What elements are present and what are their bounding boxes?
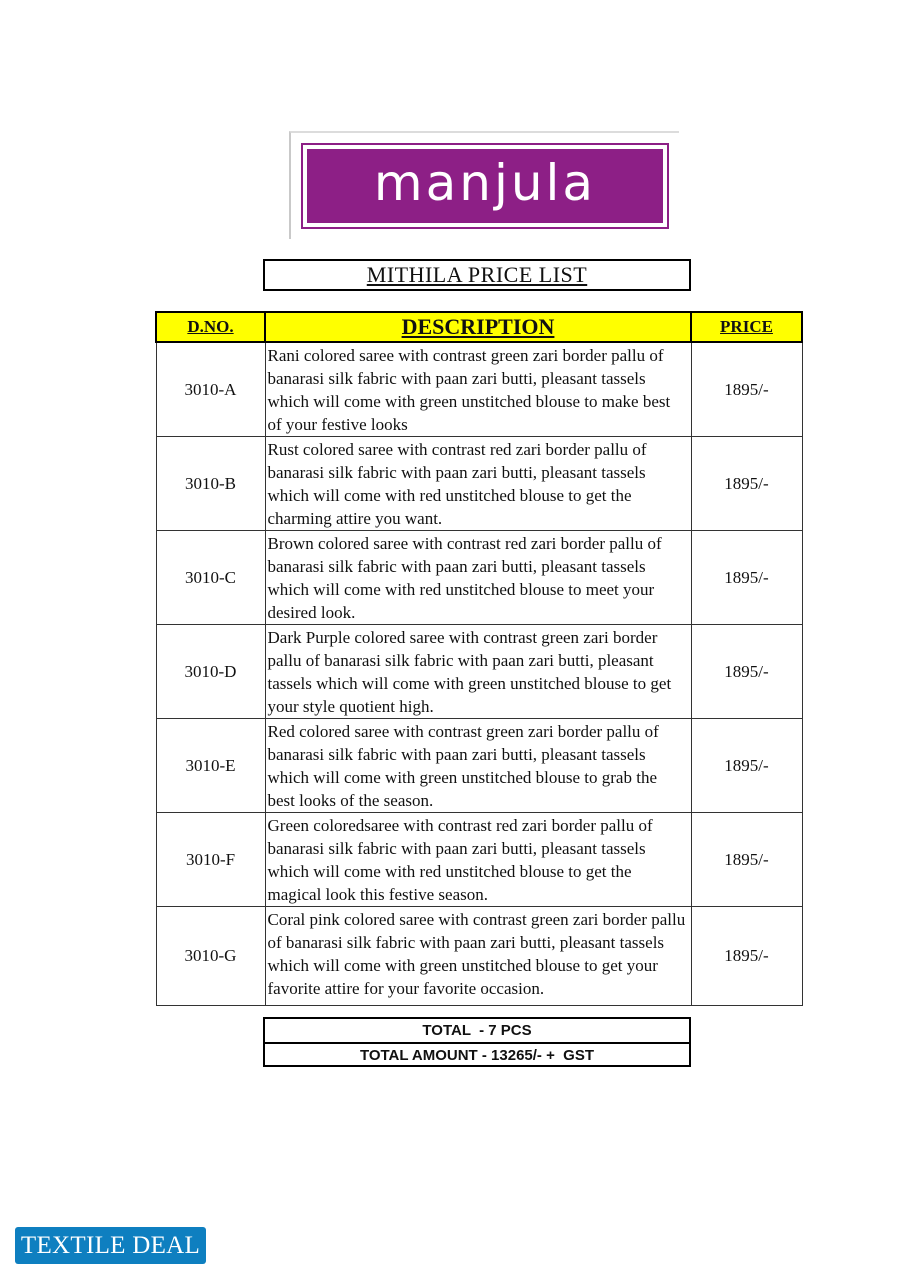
row-description: Coral pink colored saree with contrast green zari border pallu of banarasi silk fabric with paan zari butti, pleasant tassels which will come with green unstitched blouse to get your favorite attire for your favorite occasion. [265, 907, 691, 1006]
header-description: DESCRIPTION [265, 312, 691, 342]
table-row [156, 907, 802, 1006]
total-pieces: TOTAL - 7 PCS [422, 1022, 532, 1039]
row-dno: 3010-G [156, 907, 265, 1006]
row-description: Dark Purple colored saree with contrast green zari border pallu of banarasi silk fabric with paan zari butti, pleasant tassels which will come with green unstitched blouse to get your style quotient high. [265, 625, 691, 719]
table-row [156, 813, 802, 907]
row-description: Brown colored saree with contrast red zari border pallu of banarasi silk fabric with paan zari butti, pleasant tassels which will come with red unstitched blouse to meet your desired look. [265, 531, 691, 625]
table-row [156, 342, 802, 437]
row-price: 1895/- [691, 437, 802, 531]
catalog-title-box [263, 259, 691, 291]
brand-logo-text: manjula [373, 154, 597, 212]
row-dno: 3010-F [156, 813, 265, 907]
header-price: PRICE [691, 312, 802, 342]
price-table [155, 311, 803, 1006]
table-row [156, 625, 802, 719]
row-dno: 3010-A [156, 342, 265, 437]
row-price: 1895/- [691, 719, 802, 813]
brand-logo-banner [307, 149, 663, 223]
row-dno: 3010-B [156, 437, 265, 531]
row-price: 1895/- [691, 625, 802, 719]
brand-logo [301, 143, 669, 229]
row-price: 1895/- [691, 531, 802, 625]
row-price: 1895/- [691, 907, 802, 1006]
table-row [156, 719, 802, 813]
totals-box [263, 1017, 691, 1067]
row-price: 1895/- [691, 342, 802, 437]
row-dno: 3010-C [156, 531, 265, 625]
row-price: 1895/- [691, 813, 802, 907]
row-description: Red colored saree with contrast green zari border pallu of banarasi silk fabric with paan zari butti, pleasant tassels which will come with green unstitched blouse to grab the best looks of the season. [265, 719, 691, 813]
total-amount: TOTAL AMOUNT - 13265/- + GST [265, 1042, 689, 1065]
header-dno: D.NO. [156, 312, 265, 342]
row-description: Rust colored saree with contrast red zari border pallu of banarasi silk fabric with paan zari butti, pleasant tassels which will come with red unstitched blouse to get the charming attire you want. [265, 437, 691, 531]
row-description: Green coloredsaree with contrast red zari border pallu of banarasi silk fabric with paan zari butti, pleasant tassels which will come with red unstitched blouse to get the magical look this festive season. [265, 813, 691, 907]
table-row [156, 531, 802, 625]
table-row [156, 437, 802, 531]
textile-deal-watermark: TEXTILE DEAL [15, 1227, 206, 1264]
row-description: Rani colored saree with contrast green zari border pallu of banarasi silk fabric with paan zari butti, pleasant tassels which will come with green unstitched blouse to make best of your festive looks [265, 342, 691, 437]
catalog-title: MITHILA PRICE LIST [366, 262, 588, 287]
row-dno: 3010-E [156, 719, 265, 813]
table-header-row [156, 312, 802, 342]
row-dno: 3010-D [156, 625, 265, 719]
